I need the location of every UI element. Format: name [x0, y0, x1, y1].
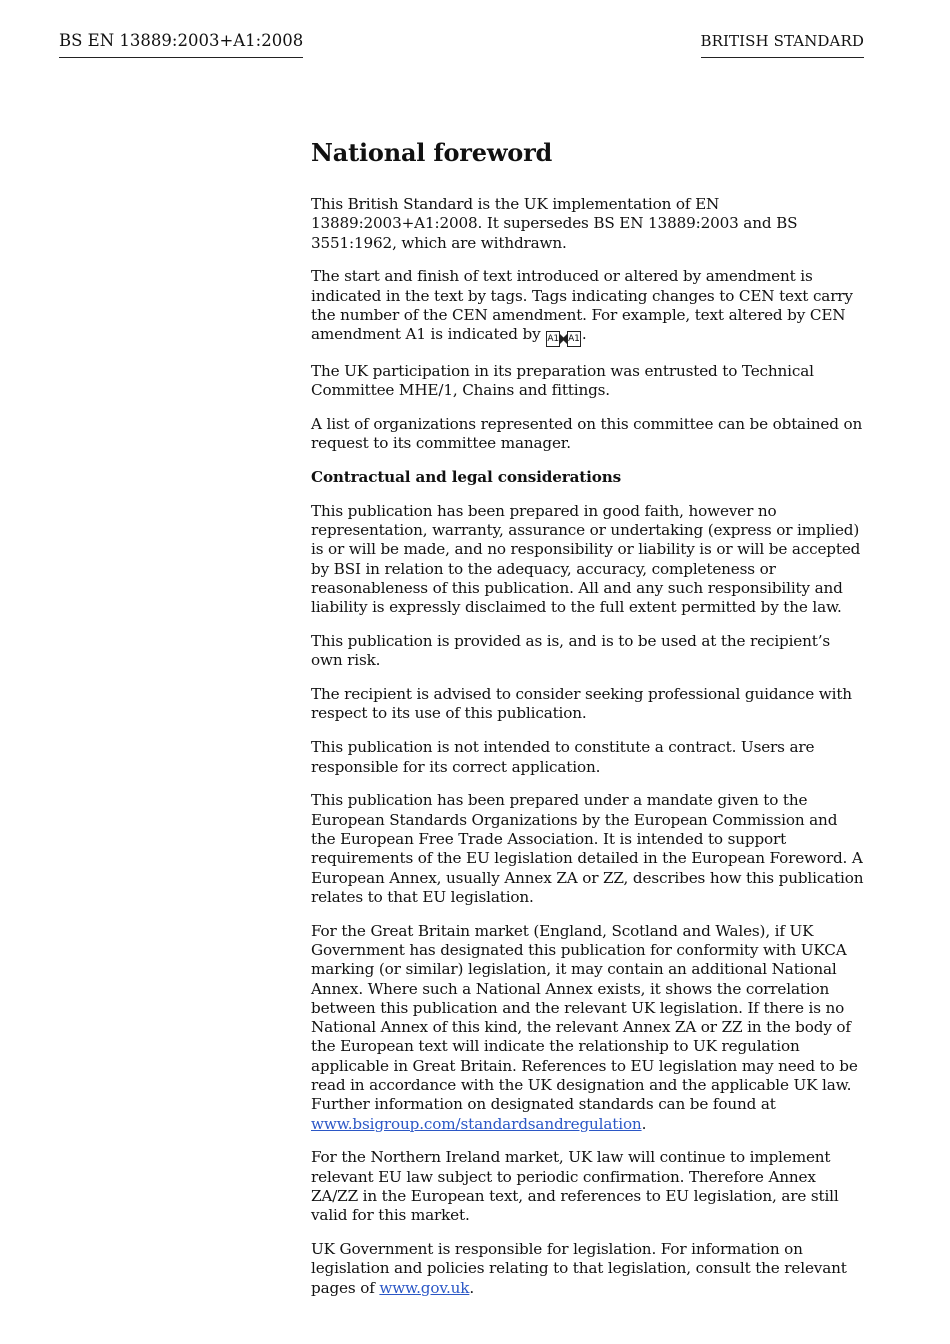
paragraph-uk-government	[311, 1240, 866, 1298]
paragraph-great-britain	[311, 922, 866, 1134]
great-britain-text: For the Great Britain market (England, Scotland and Wales), if UK Government has designated this publication for conformity with UKCA marking (or similar) legislation, it may contain an additional National Annex. Where such a National Annex exists, it shows the correlation between this publication and the relevant UK legislation. If there is no National Annex of this kind, the relevant Annex ZA or ZZ in the body of the European text will indicate the relationship to UK regulation applicable in Great Britain. References to EU legislation may need to be read in accordance with the UK designation and the applicable UK law. Further information on designated standards can be found at	[311, 921, 858, 1114]
amendment-end: .	[581, 325, 587, 344]
paragraph-good-faith: This publication has been prepared in good faith, however no representation, warranty, assurance or undertaking (express or implied) is or will be made, and no responsibility or liability is or will be accepted by BSI in relation to the adequacy, accuracy, completeness or reasonableness of this publication. All and any such responsibility and liability is expressly disclaimed to the full extent permitted by the law.	[311, 501, 861, 617]
page-title: National foreword	[311, 138, 553, 167]
amendment-text: The start and finish of text introduced or altered by amendment is indicated in the text by tags. Tags indicating changes to CEN text carry the number of the CEN amendment. For example, text altered by CEN amendment A1 is indicated by	[311, 267, 853, 344]
amendment-open-tag-icon: A1	[546, 331, 560, 347]
uk-government-text: UK Government is responsible for legislation. For information on legislation and policies relating to that legislation, consult the relevant pages of	[311, 1240, 847, 1297]
paragraph-committee: The UK participation in its preparation was entrusted to Technical Committee MHE/1, Chains and fittings.	[311, 361, 814, 400]
foreword-body	[311, 138, 866, 1312]
section-heading-contractual: Contractual and legal considerations	[311, 467, 622, 486]
standard-type-header: BRITISH STANDARD	[701, 30, 865, 58]
paragraph-organizations: A list of organizations represented on this committee can be obtained on request to its committee manager.	[311, 414, 863, 453]
paragraph-implementation: This British Standard is the UK implementation of EN 13889:2003+A1:2008. It supersedes BS EN 13889:2003 and BS 3551:1962, which are withdrawn.	[311, 195, 798, 252]
paragraph-mandate: This publication has been prepared under a mandate given to the European Standards Organizations by the European Commission and the European Free Trade Association. It is intended to support requirements of the EU legislation detailed in the European Foreword. A European Annex, usually Annex ZA or ZZ, describes how this publication relates to that EU legislation.	[311, 791, 864, 906]
uk-government-end: .	[469, 1278, 475, 1297]
document-id-header: BS EN 13889:2003+A1:2008	[59, 30, 303, 58]
gov-uk-link[interactable]: www.gov.uk	[379, 1278, 470, 1297]
great-britain-end: .	[641, 1114, 647, 1133]
amendment-close-tag-icon: A1	[567, 331, 581, 347]
paragraph-northern-ireland: For the Northern Ireland market, UK law will continue to implement relevant EU law subject to periodic confirmation. Therefore Annex ZA/ZZ in the European text, and references to EU legislation, are still valid for this market.	[311, 1148, 839, 1225]
paragraph-guidance: The recipient is advised to consider seeking professional guidance with respect to its use of this publication.	[311, 685, 852, 723]
paragraph-amendment-tags	[311, 267, 866, 347]
paragraph-not-contract: This publication is not intended to constitute a contract. Users are responsible for its correct application.	[311, 738, 815, 776]
paragraph-own-risk: This publication is provided as is, and is to be used at the recipient’s own risk.	[311, 632, 831, 670]
bsi-standards-link[interactable]: www.bsigroup.com/standardsandregulation	[311, 1114, 642, 1133]
